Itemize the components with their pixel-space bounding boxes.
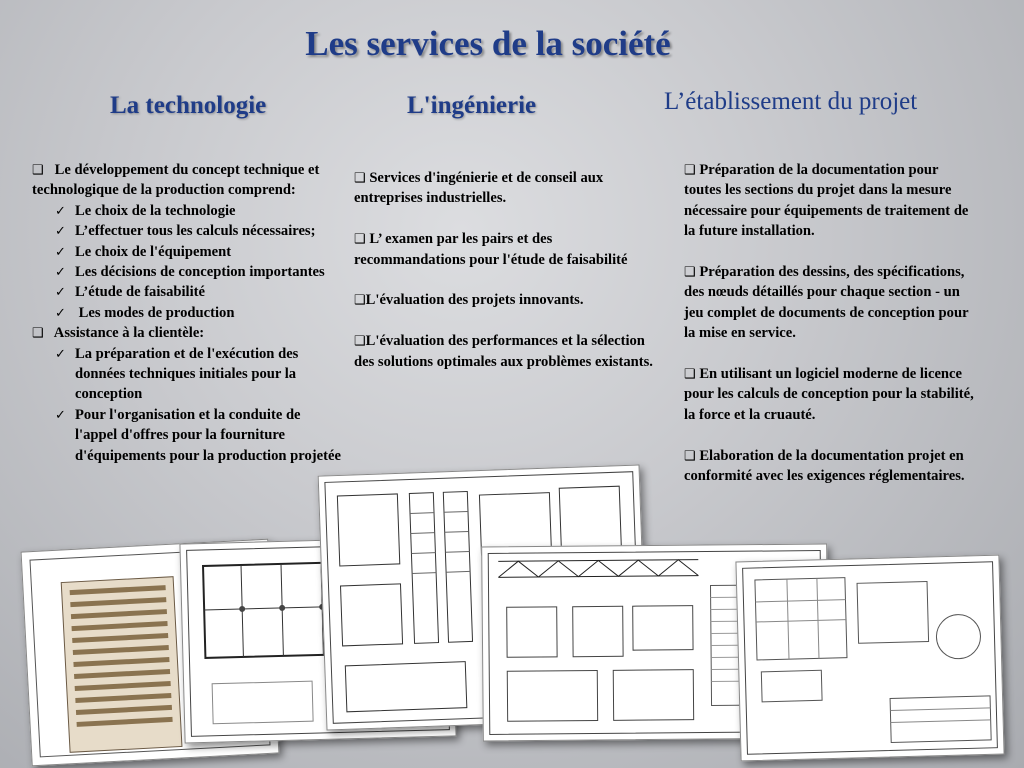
ingenierie-paragraph: ❑L'évaluation des performances et la sélection des solutions optimales aux problèmes existants. bbox=[354, 333, 653, 370]
list-item: ✓ L’étude de faisabilité bbox=[75, 282, 344, 302]
list-item: ✓ Les décisions de conception importantes bbox=[75, 262, 344, 282]
checkbox-bullet-icon: ❑ bbox=[684, 162, 696, 177]
check-icon: ✓ bbox=[55, 406, 66, 422]
technologie-list-2 bbox=[32, 344, 344, 466]
etablissement-paragraph: ❑ Préparation des dessins, des spécifications, des nœuds détaillés pour chaque section - un jeu complet de documents de conception pour la mise en service. bbox=[684, 264, 969, 342]
check-icon: ✓ bbox=[55, 345, 66, 361]
technologie-column bbox=[32, 160, 344, 466]
list-item: ✓ Le choix de l'équipement bbox=[75, 242, 344, 262]
technologie-list-1 bbox=[32, 201, 344, 323]
list-item: ✓ La préparation et de l'exécution des données techniques initiales pour la conception bbox=[55, 345, 299, 403]
heading-etablissement: L’établissement du projet bbox=[664, 88, 918, 115]
heading-technologie: La technologie bbox=[110, 92, 267, 119]
ingenierie-paragraph: ❑ Services d'ingénierie et de conseil aux entreprises industrielles. bbox=[354, 170, 604, 207]
assistance-heading: ❑ Assistance à la clientèle: bbox=[32, 325, 205, 342]
check-icon: ✓ bbox=[55, 223, 66, 239]
checkbox-bullet-icon: ❑ bbox=[354, 333, 366, 349]
check-icon: ✓ bbox=[55, 304, 66, 320]
checkbox-bullet-icon: ❑ bbox=[354, 170, 366, 185]
list-item: ✓ L’effectuer tous les calculs nécessaires; bbox=[75, 221, 344, 241]
checkbox-bullet-icon: ❑ bbox=[354, 231, 366, 247]
etablissement-paragraph: ❑ Elaboration de la documentation projet en conformité avec les exigences réglementaires. bbox=[684, 447, 965, 485]
ingenierie-paragraph: ❑ L’ examen par les pairs et des recommandations pour l'étude de faisabilité bbox=[354, 231, 628, 268]
checkbox-bullet-icon: ❑ bbox=[684, 264, 696, 280]
ingenierie-column bbox=[354, 168, 654, 392]
check-icon: ✓ bbox=[55, 284, 66, 300]
checkbox-bullet-icon: ❑ bbox=[32, 162, 44, 177]
etablissement-paragraph: ❑ Préparation de la documentation pour toutes les sections du projet dans la mesure nécessaire pour équipements de traitement de la future installation. bbox=[684, 162, 969, 240]
checkbox-bullet-icon: ❑ bbox=[354, 292, 366, 308]
page-title: Les services de la société bbox=[305, 24, 671, 63]
check-icon: ✓ bbox=[55, 202, 66, 218]
list-item: ✓ Pour l'organisation et la conduite de l'appel d'offres pour la fourniture d'équipements pour la production projetée bbox=[55, 406, 341, 464]
etablissement-paragraph: ❑ En utilisant un logiciel moderne de licence pour les calculs de conception pour la stabilité, la force et la cruauté. bbox=[684, 366, 974, 423]
drawing-site-plan bbox=[735, 555, 1004, 762]
checkbox-bullet-icon: ❑ bbox=[684, 366, 696, 382]
checkbox-bullet-icon: ❑ bbox=[32, 325, 44, 341]
list-item: ✓ Les modes de production bbox=[75, 303, 344, 323]
heading-ingenierie: L'ingénierie bbox=[407, 92, 537, 119]
check-icon: ✓ bbox=[55, 243, 66, 259]
check-icon: ✓ bbox=[55, 264, 66, 280]
etablissement-column bbox=[684, 160, 974, 507]
list-item: ✓ Le choix de la technologie bbox=[75, 201, 344, 221]
checkbox-bullet-icon: ❑ bbox=[684, 447, 696, 463]
ingenierie-paragraph: ❑L'évaluation des projets innovants. bbox=[354, 292, 584, 309]
technologie-intro: ❑ Le développement du concept technique et technologique de la production comprend: bbox=[32, 162, 320, 199]
